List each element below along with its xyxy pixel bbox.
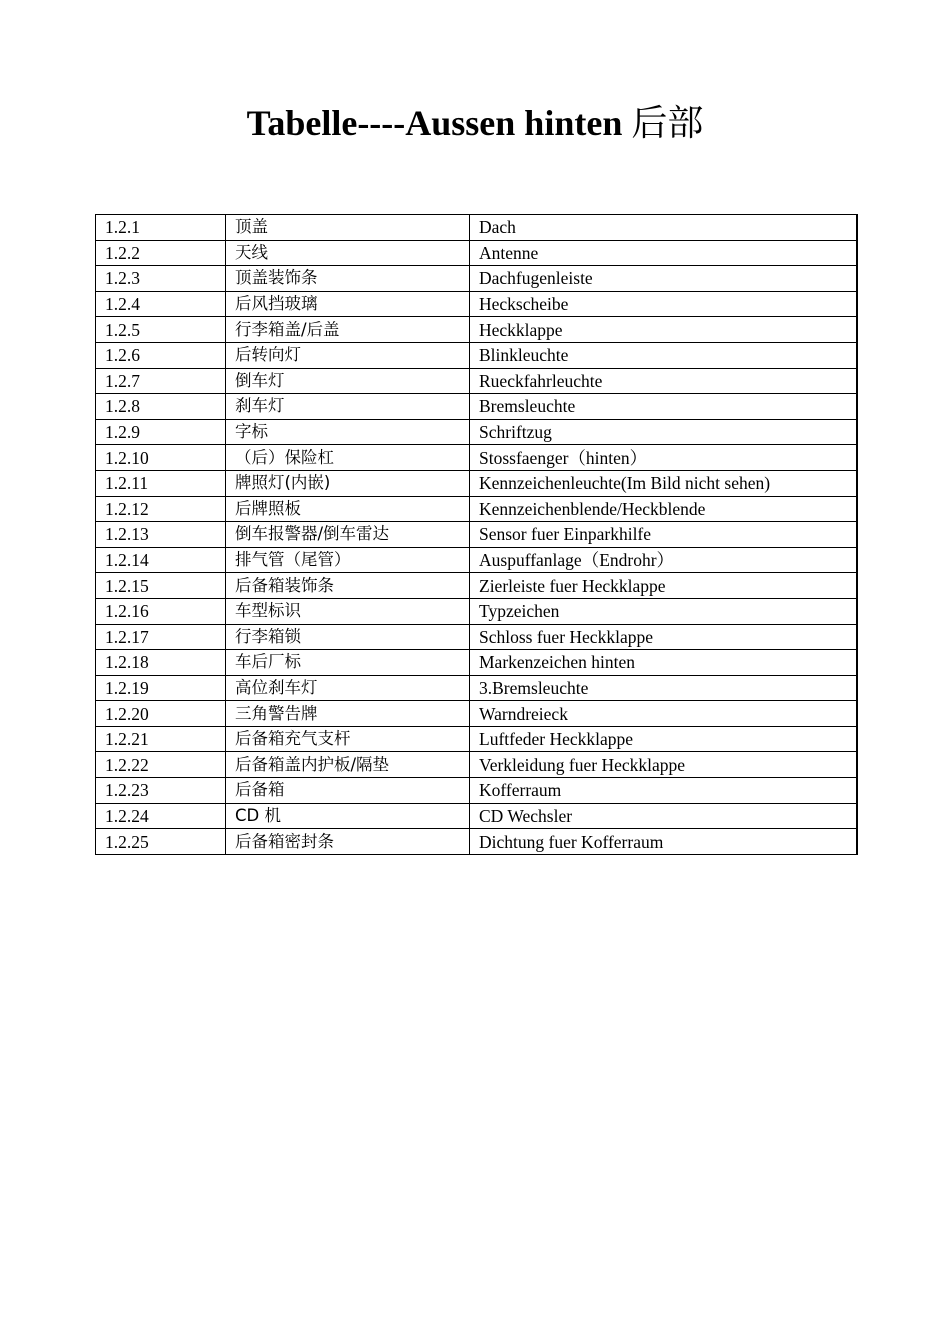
table-row: [96, 368, 857, 394]
page-title: [0, 98, 950, 149]
item-code: 1.2.19: [96, 675, 226, 701]
table-row: [96, 573, 857, 599]
table-row: [96, 522, 857, 548]
item-chinese: 牌照灯(内嵌): [226, 470, 470, 496]
item-code: 1.2.8: [96, 394, 226, 420]
item-code: 1.2.17: [96, 624, 226, 650]
table-row: [96, 803, 857, 829]
item-code: 1.2.2: [96, 240, 226, 266]
item-german: 3.Bremsleuchte: [470, 675, 857, 701]
table-row: [96, 342, 857, 368]
item-chinese: 行李箱锁: [226, 624, 470, 650]
item-chinese: 车型标识: [226, 598, 470, 624]
table-row: [96, 598, 857, 624]
item-code: 1.2.7: [96, 368, 226, 394]
table-row: [96, 496, 857, 522]
item-code: 1.2.24: [96, 803, 226, 829]
item-chinese: 三角警告牌: [226, 701, 470, 727]
item-german: Verkleidung fuer Heckklappe: [470, 752, 857, 778]
item-chinese: CD 机: [226, 803, 470, 829]
item-chinese: 后备箱充气支杆: [226, 726, 470, 752]
item-german: Heckklappe: [470, 317, 857, 343]
item-german: Stossfaenger（hinten）: [470, 445, 857, 471]
terminology-table: [95, 214, 858, 855]
table-row: [96, 215, 857, 241]
item-german: Auspuffanlage（Endrohr）: [470, 547, 857, 573]
item-german: Schriftzug: [470, 419, 857, 445]
item-code: 1.2.18: [96, 650, 226, 676]
table-row: [96, 547, 857, 573]
item-code: 1.2.15: [96, 573, 226, 599]
item-german: Zierleiste fuer Heckklappe: [470, 573, 857, 599]
item-code: 1.2.1: [96, 215, 226, 241]
item-german: Markenzeichen hinten: [470, 650, 857, 676]
item-code: 1.2.3: [96, 266, 226, 292]
item-chinese: 高位刹车灯: [226, 675, 470, 701]
table-row: [96, 266, 857, 292]
item-chinese: 顶盖: [226, 215, 470, 241]
item-chinese: （后）保险杠: [226, 445, 470, 471]
item-chinese: 后备箱: [226, 778, 470, 804]
item-german: Dachfugenleiste: [470, 266, 857, 292]
table-row: [96, 624, 857, 650]
item-german: Rueckfahrleuchte: [470, 368, 857, 394]
table-row: [96, 778, 857, 804]
item-code: 1.2.9: [96, 419, 226, 445]
item-chinese: 后风挡玻璃: [226, 291, 470, 317]
item-code: 1.2.10: [96, 445, 226, 471]
terminology-table-body: [96, 215, 857, 855]
item-code: 1.2.13: [96, 522, 226, 548]
item-chinese: 刹车灯: [226, 394, 470, 420]
item-chinese: 车后厂标: [226, 650, 470, 676]
item-german: Bremsleuchte: [470, 394, 857, 420]
item-chinese: 后备箱装饰条: [226, 573, 470, 599]
item-code: 1.2.6: [96, 342, 226, 368]
item-german: Sensor fuer Einparkhilfe: [470, 522, 857, 548]
table-row: [96, 829, 857, 855]
item-chinese: 排气管（尾管）: [226, 547, 470, 573]
item-german: Dichtung fuer Kofferraum: [470, 829, 857, 855]
item-german: Schloss fuer Heckklappe: [470, 624, 857, 650]
item-code: 1.2.16: [96, 598, 226, 624]
table-row: [96, 394, 857, 420]
table-row: [96, 419, 857, 445]
item-code: 1.2.23: [96, 778, 226, 804]
item-code: 1.2.20: [96, 701, 226, 727]
table-row: [96, 470, 857, 496]
item-chinese: 倒车灯: [226, 368, 470, 394]
item-chinese: 行李箱盖/后盖: [226, 317, 470, 343]
item-chinese: 后备箱密封条: [226, 829, 470, 855]
title-cjk: 后部: [631, 103, 704, 144]
item-code: 1.2.14: [96, 547, 226, 573]
table-row: [96, 701, 857, 727]
item-german: Dach: [470, 215, 857, 241]
table-row: [96, 752, 857, 778]
item-chinese: 天线: [226, 240, 470, 266]
item-code: 1.2.11: [96, 470, 226, 496]
table-row: [96, 317, 857, 343]
item-chinese: 后备箱盖内护板/隔垫: [226, 752, 470, 778]
table-row: [96, 445, 857, 471]
item-german: CD Wechsler: [470, 803, 857, 829]
item-german: Kennzeichenleuchte(Im Bild nicht sehen): [470, 470, 857, 496]
item-code: 1.2.21: [96, 726, 226, 752]
item-code: 1.2.4: [96, 291, 226, 317]
item-chinese: 字标: [226, 419, 470, 445]
title-main: Tabelle----Aussen hinten: [246, 103, 623, 143]
item-chinese: 后转向灯: [226, 342, 470, 368]
item-german: Antenne: [470, 240, 857, 266]
item-german: Luftfeder Heckklappe: [470, 726, 857, 752]
item-german: Kennzeichenblende/Heckblende: [470, 496, 857, 522]
item-german: Blinkleuchte: [470, 342, 857, 368]
table-row: [96, 675, 857, 701]
item-german: Typzeichen: [470, 598, 857, 624]
item-chinese: 后牌照板: [226, 496, 470, 522]
table-row: [96, 291, 857, 317]
table-row: [96, 650, 857, 676]
item-code: 1.2.25: [96, 829, 226, 855]
item-german: Kofferraum: [470, 778, 857, 804]
item-german: Heckscheibe: [470, 291, 857, 317]
item-code: 1.2.12: [96, 496, 226, 522]
table-row: [96, 726, 857, 752]
item-code: 1.2.22: [96, 752, 226, 778]
table-row: [96, 240, 857, 266]
item-german: Warndreieck: [470, 701, 857, 727]
item-chinese: 倒车报警器/倒车雷达: [226, 522, 470, 548]
item-chinese: 顶盖装饰条: [226, 266, 470, 292]
item-code: 1.2.5: [96, 317, 226, 343]
